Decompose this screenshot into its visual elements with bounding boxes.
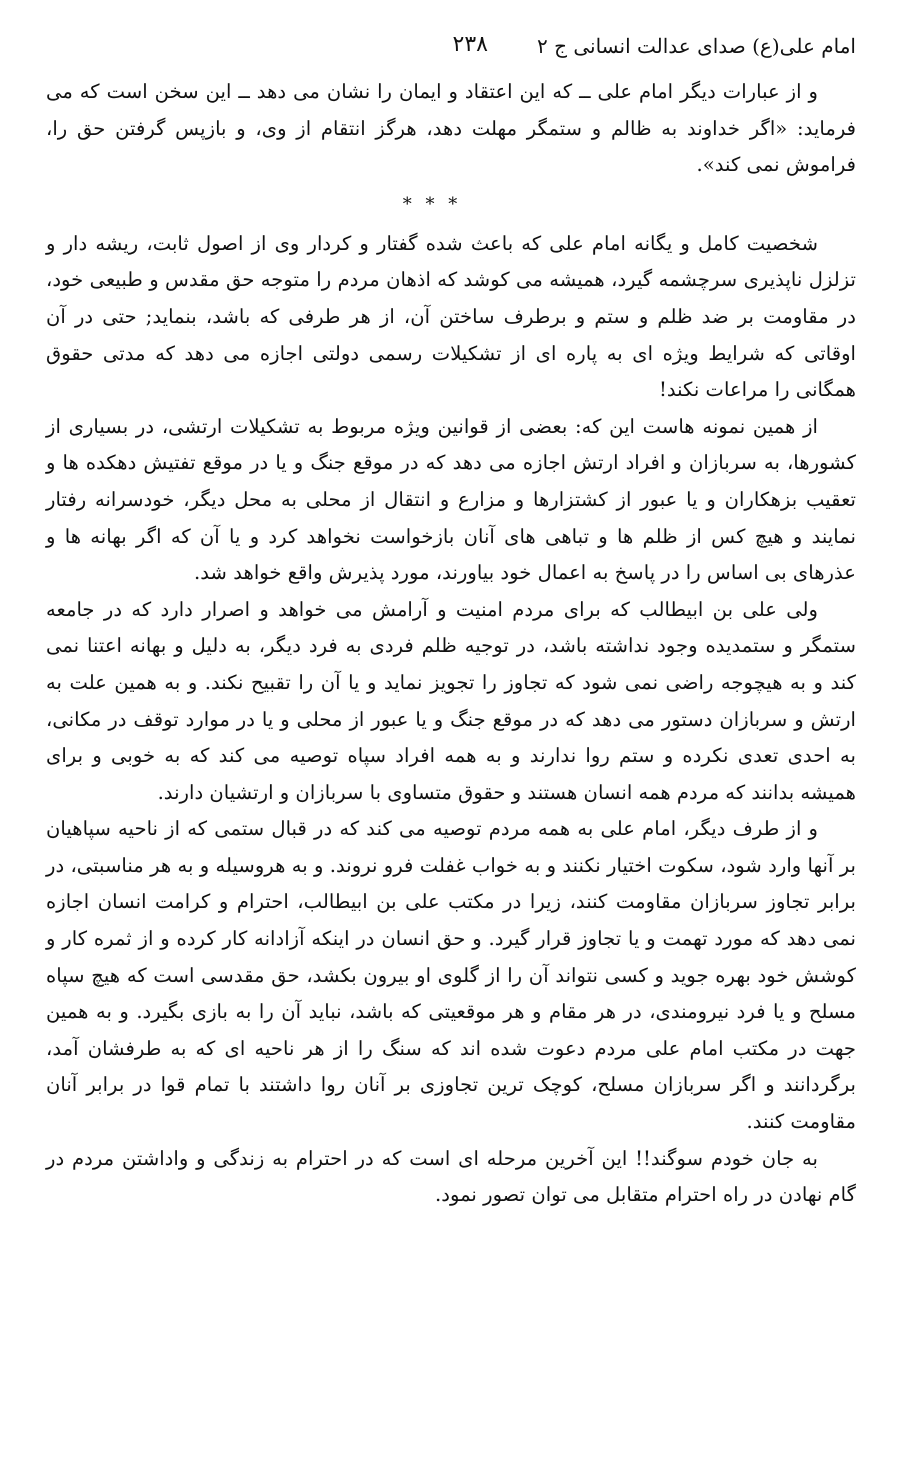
page-number: ۲۳۸ <box>452 32 488 57</box>
section-separator: * * * <box>402 193 462 215</box>
paragraph-3: از همین نمونه هاست این که: بعضی از قوانین ویژه مربوط به تشکیلات ارتشی، در بسیاری از کشورها، به سربازان و افراد ارتش اجازه می دهد که در موقع جنگ و یا در موقع تفتیش دهکده ها و تعقیب بزهکاران و یا عبور از کشتزارها و مزارع و انتقال از محلی به محل دیگر، خودسرانه رفتار نمایند و هیچ کس از ظلم ها و تباهی های آنان بازخواست نخواهد کرد و یا آن که اگر بهانه ها و عذرهای بی اساس را در پاسخ به اعمال خود بیاورند، مورد پذیرش واقع خواهد شد. <box>46 414 856 585</box>
paragraph-6: به جان خودم سوگند!! این آخرین مرحله ای است که در احترام به زندگی و واداشتن مردم در گام نهادن در راه احترام متقابل می توان تصور نمود. <box>46 1146 856 1207</box>
page-body <box>46 74 856 1214</box>
paragraph-2: شخصیت کامل و یگانه امام علی که باعث شده گفتار و کردار وی از اصول ثابت، ریشه دار و تزلزل ناپذیری سرچشمه گیرد، همیشه می کوشد که اذهان مردم را متوجه حق مقدس و طبیعی خود، در مقاومت بر ضد ظلم و ستم و برطرف ساختن آن، از هر طرفی که باشد، بنماید; حتی در آن اوقاتی که شرایط ویژه ای به پاره ای از تشکیلات رسمی دولتی اجازه می دهد که مدتی حقوق همگانی را مراعات نکند! <box>46 231 856 402</box>
page-header <box>46 34 856 74</box>
paragraph-1: و از عبارات دیگر امام علی ــ که این اعتقاد و ایمان را نشان می دهد ــ این سخن است که می فرماید: «اگر خداوند به ظالم و ستمگر مهلت دهد، هرگز انتقام از وی، و بازپس گرفتن حق را، فراموش نمی کند». <box>46 80 856 177</box>
paragraph-4: ولی علی بن ابیطالب که برای مردم امنیت و آرامش می خواهد و اصرار دارد که در جامعه ستمگر و ستمدیده وجود نداشته باشد، در توجیه ظلم فردی به فرد دیگر، به دلیل و بهانه اعتنا نمی کند و به هیچوجه راضی نمی شود که تجاوز را تجویز نماید و یا آن را تقبیح نکند. و به همین علت به ارتش و سربازان دستور می دهد که در موقع جنگ و یا عبور از محلی و یا در موارد توقف در مکانی، به احدی تعدی نکرده و ستم روا ندارند و به همه افراد سپاه توصیه می کند که به خوبی و برای همیشه بدانند که مردم همه انسان هستند و حقوق متساوی با سربازان و ارتشیان دارند. <box>46 597 856 804</box>
running-title: امام علی(ع) صدای عدالت انسانی ج ۲ <box>536 34 856 58</box>
paragraph-5: و از طرف دیگر، امام علی به همه مردم توصیه می کند که در قبال ستمی که از ناحیه سپاهیان بر آنها وارد شود، سکوت اختیار نکنند و به خواب غفلت فرو نروند. و به هروسیله و به هر مناسبتی، در برابر تجاوز سربازان مقاومت کنند، زیرا در مکتب علی بن ابیطالب، احترام و کرامت انسان اجازه نمی دهد که مورد تهمت و یا تجاوز قرار گیرد. و حق انسان در اینکه آزادانه کار کرده و از ثمره کار و کوشش خود بهره جوید و کسی نتواند آن را از گلوی او بیرون بکشد، حق مقدسی است که هیچ سپاه مسلح و یا فرد نیرومندی، در هر مقام و هر موقعیتی که باشد، نباید آن را به بازی بگیرد. و به همین جهت در مکتب امام علی مردم دعوت شده اند که سنگ را از هر ناحیه ای که به طرفشان آمد، برگردانند و اگر سربازان مسلح، کوچک ترین تجاوزی بر آنان روا داشتند با تمام قوا در برابر آنان مقاومت کنند. <box>46 817 856 1134</box>
